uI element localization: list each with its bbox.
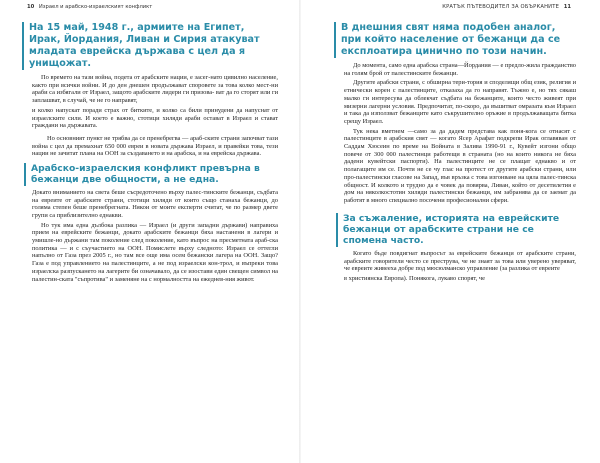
section-heading-left: Арабско-израелския конфликт превърна в бежанци две общности, а не една. [24,163,278,186]
paragraph: и колко напускат поради страх от битките, и колко са били принудени да напуснат от израелските сили. И което е важно, стотици хиляди араби остават в Израел и стават граждани на държавата. [32,106,278,130]
paragraph: в християнска Европа). Понякога, лукаво спорят, че [344,274,485,282]
running-head-left [24,4,152,10]
paragraph: До момента, само една арабска страна—Йордания — е предло-жила гражданство на голям брой от палестинските бежанци. [344,62,576,77]
page-number-left: 10 [27,4,35,10]
right-page [300,0,600,463]
paragraph: Когато бъде повдигнат въпросът за еврейските бежанци от арабските страни, арабските говорители често се преструва, че не знаят за това или уверено уверяват, че евреите живееха добре под мюсюлманско управление (за разлика от евреите [344,249,576,273]
running-head-right-title: КРАТЪК ПЪТЕВОДИТЕЛ ЗА ОБЪРКАНИТЕ [442,4,560,10]
paragraph: Докато вниманието на света беше съсредоточено върху палес-тинските бежанци, съдбата на евреите от арабските страни, стотици хиляди от които също станаха бежанци, до голяма степен беше пренебрегната. Някои от моите експерти считат, че по размер двете групи са приблизително еднакви. [32,188,278,219]
paragraph: Но основният пункт не трябва да се пренебрегва — араб-ските страни започват тази война с цел да премахнат 650 000 евреи в новата държава Израел, и правейки това, тези нации не зачитат плана на ООН за създаването и на арабска, и на еврейска държава. [32,134,278,158]
pull-quote-right: В днешния свят няма подобен аналог, при който население от бежанци да се експлоатира цинично по този начин. [334,22,576,58]
paragraph: Тук нека вметнем —само за да дадем представа как поня-кога се отнасят с палестинците в арабския свят — когато Ясер Арафат подкрепи Ирак оглавяван от Саддам Хюсеин по време на Войната в Залива 1990-91 г., Кувейт изгони общо повече от 300 000 палестинци работещи в страната (но на които никога не бяха дадени кувейтски паспорти). На палестинците не се плащат еднакво и от полагащите им се. Почти не се чу глас на протест от другите арабски страни, или про-палестински гласове на Запад, във връзка с това изгонване на цяла палес-тинска общност. И колкото и трудно да е човек да повярва, Ливан, който от десетилетия е дом на няколкостотин хиляди палестински бежанци, им забранява да се заемат да работят в много специално посочени професионални сфери. [344,127,576,204]
paragraph: Но тук има една дълбока разлика — Израел (и други западни държави) направиха прием на еврейските бежанци, докато арабските бежанци бяха настанени в лагери и умишле-но държани там поколение след поколение, като въпрос на пресметната араб-ска политика — и с съучастието на ООН. Помислете върху следното: Израел се оттегли напълно от Газа през 2005 г., но там все още има осем бежански лагера на ООН. Защо? Газа е под управлението на палестинците, а не под израелски кон-трол, и въпреки това израелска разпускането на лагерите би означавало, да се изостави един свещен символ на палестин-ската "съпротива" и заменяне на с нормалността на ежеднев-ния живот. [32,221,278,283]
running-head-left-title: Израел и арабско-израелският конфликт [38,4,153,10]
running-head-right [442,4,574,10]
paragraph: Другите арабски страни, с обширна тери-тория и споделящи общ език, религия и етнически корен с палестинците, отказаха да го направят. Тъжно е, но тях сякаш малко ги интересува да облекчат съдбата на бежанците, които често живеят при мизерни лагерни условия. Предпочитат, по-скоро, да въшитват омразата към Израел и така да използват бежанците като съкрушително оръжие в продължаващата битка срещу Израел. [344,79,576,125]
left-column [29,22,278,285]
section-heading-right: За съжаление, историята на еврейските бежанци от арабските страни не се спомена часто. [336,213,576,247]
right-column [341,22,576,285]
page-number-right: 11 [563,4,571,10]
paragraph: По времето на тази война, подета от арабските нации, е засег-нато цивилно население, както при всички войни. И до ден днешен продължават споровете за това колко мест-ни араби са избягали от Израел, защото арабските лидери ги призова- ват да го сторят или ги заплашват, в случай, че не го направят, [32,74,278,105]
pull-quote-left: На 15 май, 1948 г., армиите на Египет, Ирак, Йордания, Ливан и Сирия атакуват младата еврейска държава с цел да я унищожат. [22,22,278,70]
